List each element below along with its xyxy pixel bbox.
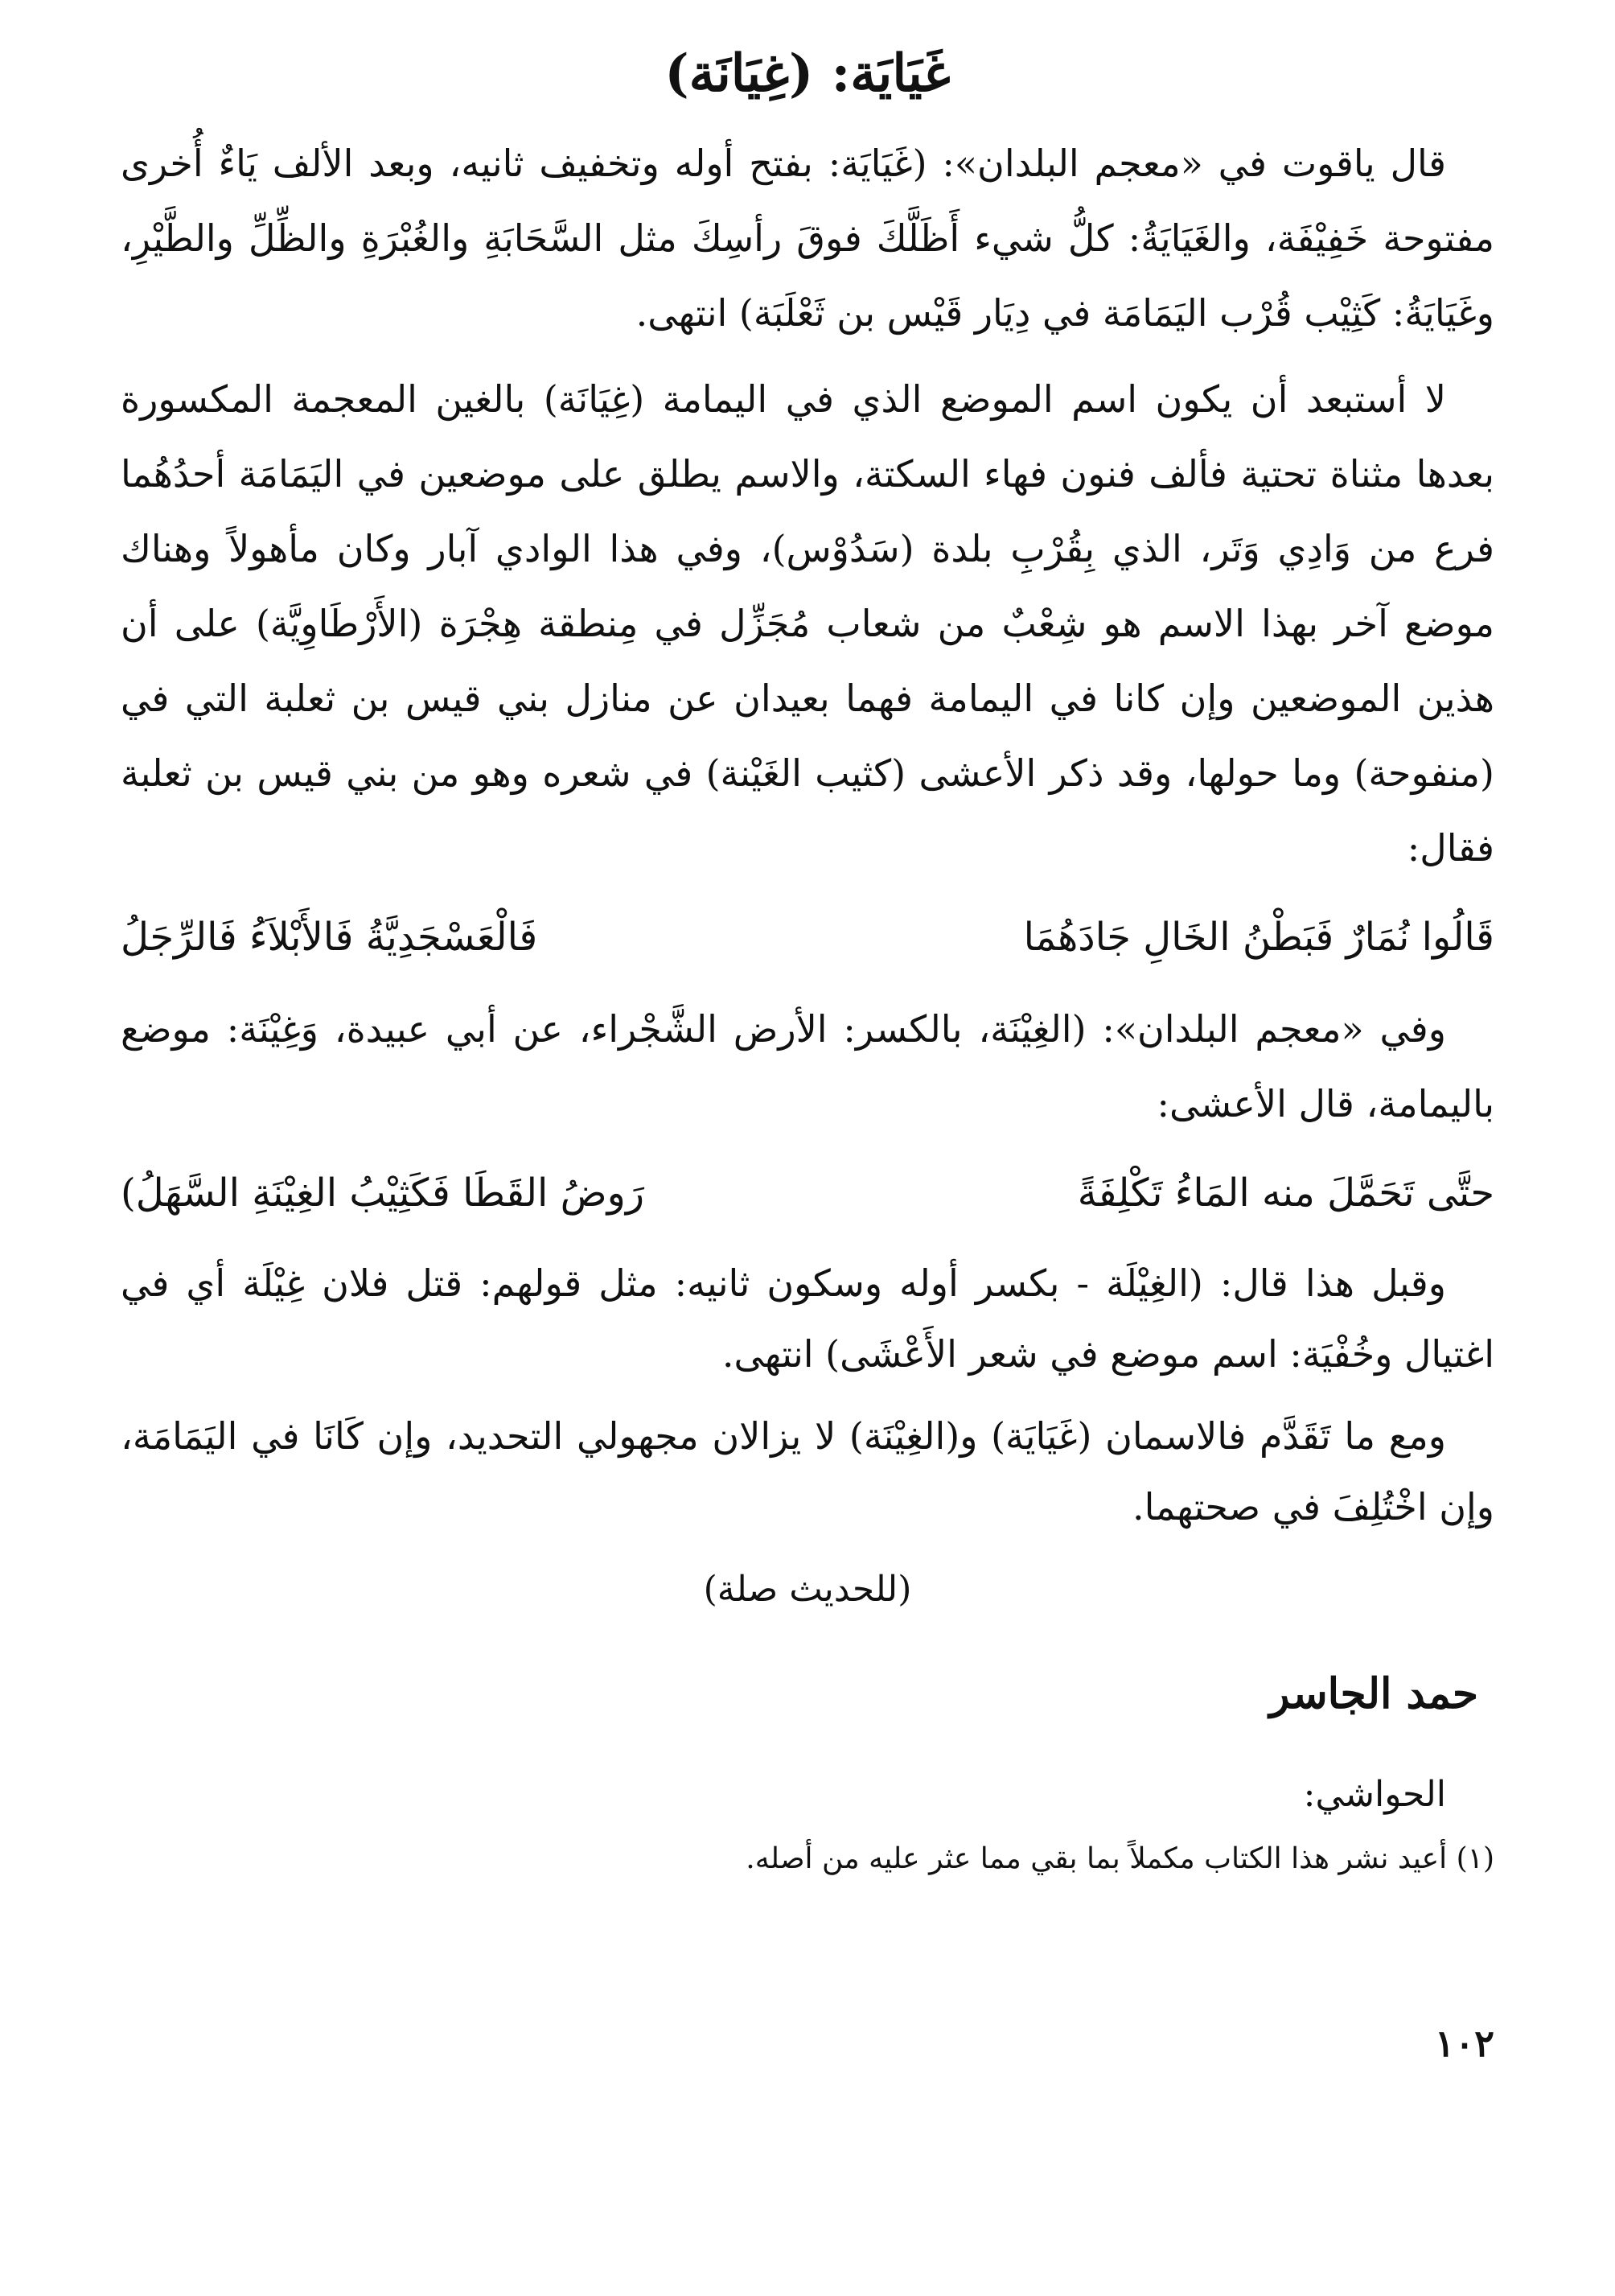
- verse-2-second-hemistich: رَوضُ القَطَا فَكَثِيْبُ الغِيْنَةِ السَّهَلُ): [121, 1171, 645, 1216]
- paragraph-ghila: وقبل هذا قال: (الغِيْلَة - بكسر أوله وسكون ثانيه: مثل قولهم: قتل فلان غِيْلَة أي في اغتيال وخُفْيَة: اسم موضع في شعر الأَعْشَى) انتهى.: [121, 1261, 1494, 1376]
- paragraph-location-discussion: لا أستبعد أن يكون اسم الموضع الذي في اليمامة (غِيَانَة) بالغين المعجمة المكسورة بعدها مثناة تحتية فألف فنون فهاء السكتة، والاسم يطلق على موضعين في اليَمَامَة أحدُهُما فرع من وَادِي وَتَر، الذي بِقُرْبِ بلدة (سَدُوْس)، وفي هذا الوادي آبار وكان مأهولاً وهناك موضع آخر بهذا الاسم هو شِعْبٌ من شعاب مُجَزِّل في مِنطقة هِجْرَة (الأَرْطَاوِيَّة) على أن هذين الموضعين وإن كانا في اليمامة فهما بعيدان عن منازل بني قيس بن ثعلبة التي في (منفوحة) وما حولها، وقد ذكر الأعشى (كثيب الغَيْنة) في شعره وهو من بني قيس بن ثعلبة فقال:: [121, 377, 1494, 870]
- footnote-1: (١) أعيد نشر هذا الكتاب مكملاً بما بقي مما عثر عليه من أصله.: [746, 1842, 1494, 1876]
- verse-1-first-hemistich: قَالُوا نُمَارٌ فَبَطْنُ الخَالِ جَادَهُمَا: [1023, 915, 1494, 961]
- paragraph-yaqut-quote: قال ياقوت في «معجم البلدان»: (غَيَايَة: بفتح أوله وتخفيف ثانيه، وبعد الألف يَاءٌ أُخرى مفتوحة خَفِيْفَة، والغَيَايَةُ: كلُّ شيء أَظَلَّكَ فوقَ رأسِكَ مثل السَّحَابَةِ والغُبْرَةِ والظِّلِّ والطَّيْرِ، وغَيَايَةُ: كَثِيْب قُرْب اليَمَامَة في دِيَار قَيْس بن ثَعْلَبَة) انتهى.: [121, 142, 1494, 335]
- poetry-verse-1: [121, 897, 1494, 977]
- footnotes-heading: الحواشي:: [1303, 1774, 1446, 1816]
- page-number: ١٠٢: [1434, 2022, 1494, 2065]
- article-title: غَيَايَة: (غِيَانَة): [664, 43, 951, 104]
- paragraph-conclusion: ومع ما تَقَدَّم فالاسمان (غَيَايَة) و(الغِيْنَة) لا يزالان مجهولي التحديد، وإن كَانَا في اليَمَامَة، وإن اخْتُلِفَ في صحتهما.: [121, 1414, 1494, 1529]
- poetry-verse-2: [121, 1153, 1494, 1233]
- author-signature: حمد الجاسر: [1269, 1669, 1478, 1719]
- verse-1-second-hemistich: فَالْعَسْجَدِيَّةُ فَالأَبْلاَءُ فَالرِّجَلُ: [121, 915, 538, 961]
- verse-2-first-hemistich: حتَّى تَحَمَّلَ منه المَاءُ تَكْلِفَةً: [1077, 1171, 1494, 1216]
- paragraph-mujam-ghina: وفي «معجم البلدان»: (الغِيْنَة، بالكسر: الأرض الشَّجْراء، عن أبي عبيدة، وَغِيْنَة: موضع باليمامة، قال الأعشى:: [121, 1007, 1494, 1126]
- continuation-note: (للحديث صلة): [703, 1569, 912, 1611]
